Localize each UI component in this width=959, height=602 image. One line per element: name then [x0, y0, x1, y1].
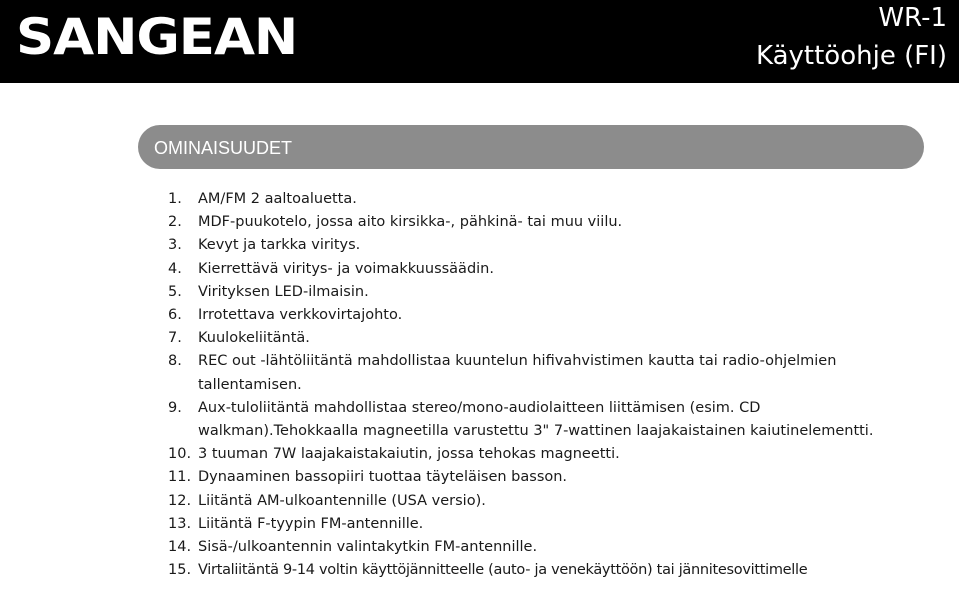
feature-item	[168, 350, 908, 396]
feature-text: Kuulokeliitäntä.	[198, 330, 310, 347]
feature-text: Virityksen LED-ilmaisin.	[198, 283, 369, 300]
section-header-bar	[138, 125, 924, 169]
feature-number: 15.	[168, 562, 192, 579]
feature-number: 8.	[168, 353, 182, 370]
feature-number: 10.	[168, 446, 192, 463]
feature-number: 9.	[168, 399, 182, 416]
header-bar	[0, 0, 959, 83]
feature-text: Irrotettava verkkovirtajohto.	[198, 307, 403, 324]
feature-item	[168, 211, 908, 234]
feature-item	[168, 397, 908, 443]
feature-text: Liitäntä F-tyypin FM-antennille.	[198, 515, 424, 532]
feature-item	[168, 536, 908, 559]
feature-number: 7.	[168, 330, 182, 347]
feature-number: 1.	[168, 191, 182, 207]
manual-subtitle: Käyttöohje (FI)	[756, 41, 947, 71]
feature-number: 2.	[168, 214, 182, 231]
feature-item	[168, 513, 908, 536]
feature-item	[168, 443, 908, 466]
feature-item	[168, 327, 908, 350]
feature-number: 12.	[168, 492, 192, 509]
feature-item	[168, 466, 908, 489]
feature-item	[168, 304, 908, 327]
feature-text: Sisä-/ulkoantennin valintakytkin FM-antennille.	[198, 539, 538, 556]
feature-item	[168, 234, 908, 257]
feature-item	[168, 258, 908, 281]
feature-text: MDF-puukotelo, jossa aito kirsikka-, pähkinä- tai muu viilu.	[198, 214, 623, 231]
feature-number: 6.	[168, 307, 182, 324]
feature-number: 3.	[168, 237, 182, 254]
model-name: WR-1	[878, 3, 947, 33]
feature-item	[168, 281, 908, 304]
feature-number: 11.	[168, 469, 192, 486]
feature-item	[168, 188, 908, 211]
feature-text: Aux-tuloliitäntä mahdollistaa stereo/mono-audiolaitteen liittämisen (esim. CD walkman).Tehokkaalla magneetilla varustettu 3" 7-wattinen laajakaistainen kaiutinelementti.	[198, 399, 874, 440]
feature-number: 5.	[168, 283, 182, 300]
feature-item	[168, 559, 908, 582]
feature-item	[168, 490, 908, 513]
brand-logo: SANGEAN	[16, 8, 298, 66]
section-title: OMINAISUUDET	[154, 138, 293, 158]
feature-text: Dynaaminen bassopiiri tuottaa täyteläisen basson.	[198, 469, 568, 486]
feature-text: 3 tuuman 7W laajakaistakaiutin, jossa tehokas magneetti.	[198, 446, 620, 463]
feature-text: REC out -lähtöliitäntä mahdollistaa kuuntelun hifivahvistimen kautta tai radio-ohjelmien tallentamisen.	[198, 353, 837, 393]
feature-number: 13.	[168, 515, 192, 532]
features-list	[168, 188, 908, 582]
feature-text: Kierrettävä viritys- ja voimakkuussäädin.	[198, 260, 494, 277]
feature-text: Liitäntä AM-ulkoantennille (USA versio).	[198, 492, 486, 509]
feature-text: Kevyt ja tarkka viritys.	[198, 237, 361, 254]
feature-text: AM/FM 2 aaltoaluetta.	[198, 191, 357, 207]
feature-text: Virtaliitäntä 9-14 voltin käyttöjännitteelle (auto- ja venekäyttöön) tai jännitesovittimelle	[198, 562, 808, 579]
feature-number: 14.	[168, 539, 192, 556]
feature-number: 4.	[168, 260, 182, 277]
